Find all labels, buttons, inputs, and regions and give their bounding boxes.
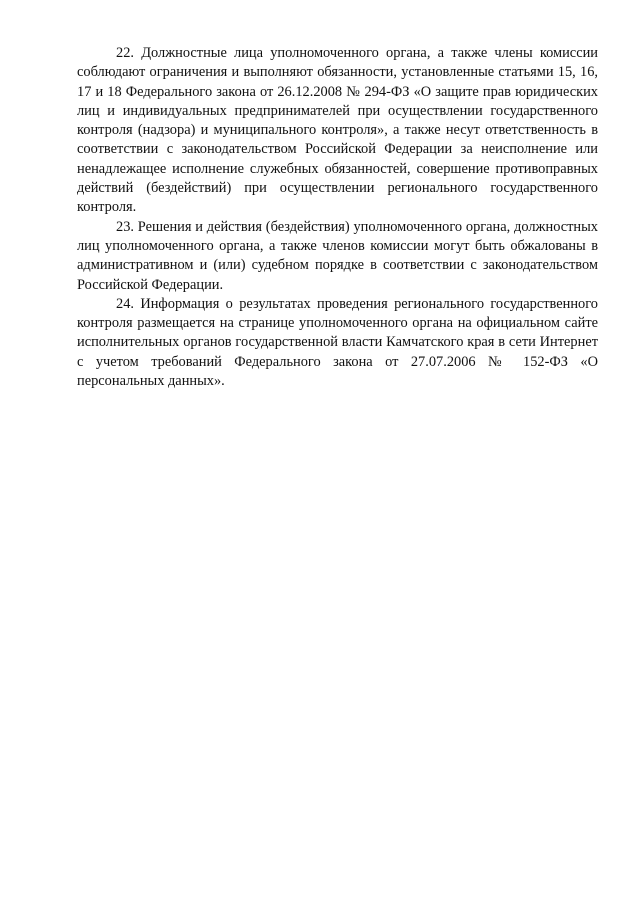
paragraph-22: 22. Должностные лица уполномоченного органа, а также члены комиссии соблюдают ограничения и выполняют обязанности, установленные статьями 15, 16, 17 и 18 Федерального закона от 26.12.2008 № 294-ФЗ «О защите прав юридических лиц и индивидуальных предпринимателей при осуществлении государственного контроля (надзора) и муниципального контроля», а также несут ответственность в соответствии с законодательством Российской Федерации за неисполнение или ненадлежащее исполнение служебных обязанностей, совершение противоправных действий (бездействий) при осуществлении регионального государственного контроля. (77, 45, 598, 216)
paragraph-24: 24. Информация о результатах проведения регионального государственного контроля размещается на странице уполномоченного органа на официальном сайте исполнительных органов государственной власти Камчатского края в сети Интернет с учетом требований Федерального закона от 27.07.2006 № 152-ФЗ «О персональных данных». (77, 295, 598, 390)
paragraph-23: 23. Решения и действия (бездействия) уполномоченного органа, должностных лиц уполномоченного органа, а также членов комиссии могут быть обжалованы в административном и (или) судебном порядке в соответствии с законодательством Российской Федерации. (77, 218, 598, 293)
document-page (77, 44, 598, 391)
